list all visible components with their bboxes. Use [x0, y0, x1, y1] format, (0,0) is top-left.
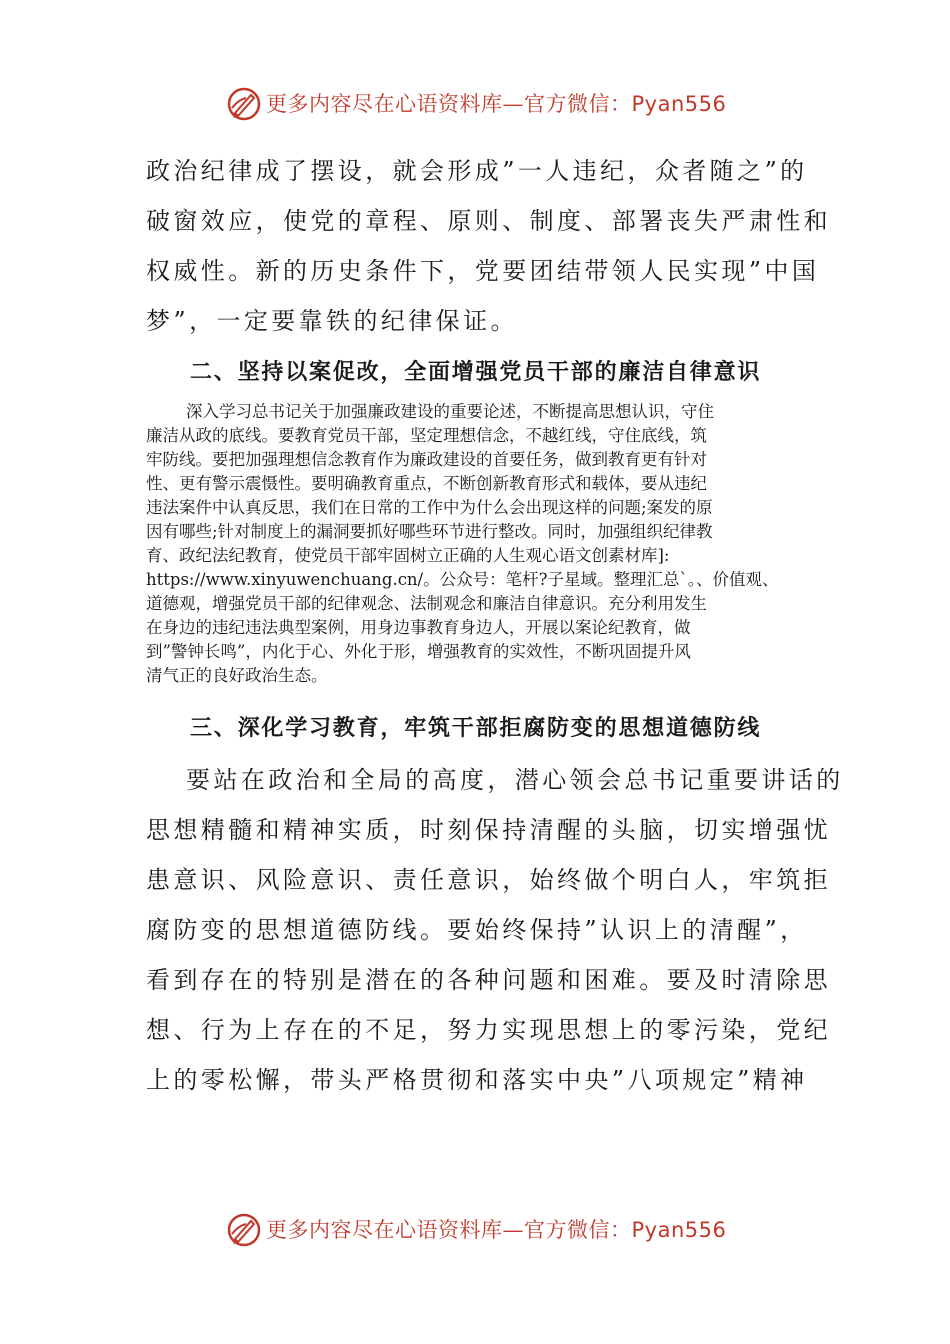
- text-line: 道德观，增强党员干部的纪律观念、法制观念和廉洁自律意识。充分利用发生: [146, 594, 707, 613]
- text-line: 在身边的违纪违法典型案例，用身边事教育身边人，开展以案论纪教育，做: [146, 618, 691, 637]
- text-line: 权威性。新的历史条件下，党要团结带领人民实现”中国: [146, 257, 820, 285]
- text-line: 思想精髓和精神实质，时刻保持清醒的头脑，切实增强忧: [146, 816, 831, 844]
- pen-logo-icon: [226, 1212, 262, 1248]
- text-line: 腐防变的思想道德防线。要始终保持”认识上的清醒”，: [146, 916, 808, 944]
- text-line: 违法案件中认真反思，我们在日常的工作中为什么会出现这样的问题;案发的原: [146, 498, 713, 517]
- text-line: 想、行为上存在的不足，努力实现思想上的零污染，党纪: [146, 1016, 831, 1044]
- text-line: 患意识、风险意识、责任意识，始终做个明白人，牢筑拒: [146, 866, 831, 894]
- paragraph-1: [146, 146, 831, 346]
- text-line: 上的零松懈，带头严格贯彻和落实中央”八项规定”精神: [146, 1066, 808, 1094]
- text-line: 破窗效应，使党的章程、原则、制度、部署丧失严肃性和: [146, 207, 831, 235]
- text-line: 看到存在的特别是潜在的各种问题和困难。要及时清除思: [146, 966, 831, 994]
- header-banner: [0, 84, 950, 124]
- banner-text: 更多内容尽在心语资料库—官方微信：Pyan556: [266, 1218, 727, 1242]
- pen-logo-icon: [226, 86, 262, 122]
- wechat-id: Pyan556: [631, 92, 727, 116]
- text-line: 清气正的良好政治生态。: [146, 666, 328, 685]
- paragraph-3: [146, 755, 844, 1105]
- text-line: https://www.xinyuwenchuang.cn/。公众号：笔杆?子星域。整理汇总`。、价值观、: [146, 570, 779, 589]
- section-heading-2: 二、坚持以案促改，全面增强党员干部的廉洁自律意识: [190, 360, 762, 385]
- banner-text: 更多内容尽在心语资料库—官方微信：Pyan556: [266, 92, 727, 116]
- wechat-id: Pyan556: [631, 1218, 727, 1242]
- text-line: 要站在政治和全局的高度，潜心领会总书记重要讲话的: [186, 766, 844, 794]
- text-line: 政治纪律成了摆设，就会形成”一人违纪，众者随之”的: [146, 157, 808, 185]
- text-line: 性、更有警示震慑性。要明确教育重点，不断创新教育形式和载体，要从违纪: [146, 474, 707, 493]
- text-line: 育、政纪法纪教育，使党员干部牢固树立正确的人生观心语文创素材库]:: [146, 546, 670, 565]
- text-line: 因有哪些;针对制度上的漏洞要抓好哪些环节进行整改。同时，加强组织纪律教: [146, 522, 713, 541]
- text-line: 牢防线。要把加强理想信念教育作为廉政建设的首要任务，做到教育更有针对: [146, 450, 707, 469]
- text-line: 深入学习总书记关于加强廉政建设的重要论述，不断提高思想认识，守住: [186, 402, 714, 421]
- paragraph-2: [146, 400, 778, 688]
- text-line: 到”警钟长鸣”，内化于心、外化于形，增强教育的实效性，不断巩固提升风: [146, 642, 691, 661]
- footer-banner: [0, 1210, 950, 1250]
- text-line: 廉洁从政的底线。要教育党员干部，坚定理想信念，不越红线，守住底线，筑: [146, 426, 707, 445]
- text-line: 梦”，一定要靠铁的纪律保证。: [146, 307, 518, 335]
- section-heading-3: 三、深化学习教育，牢筑干部拒腐防变的思想道德防线: [190, 716, 762, 741]
